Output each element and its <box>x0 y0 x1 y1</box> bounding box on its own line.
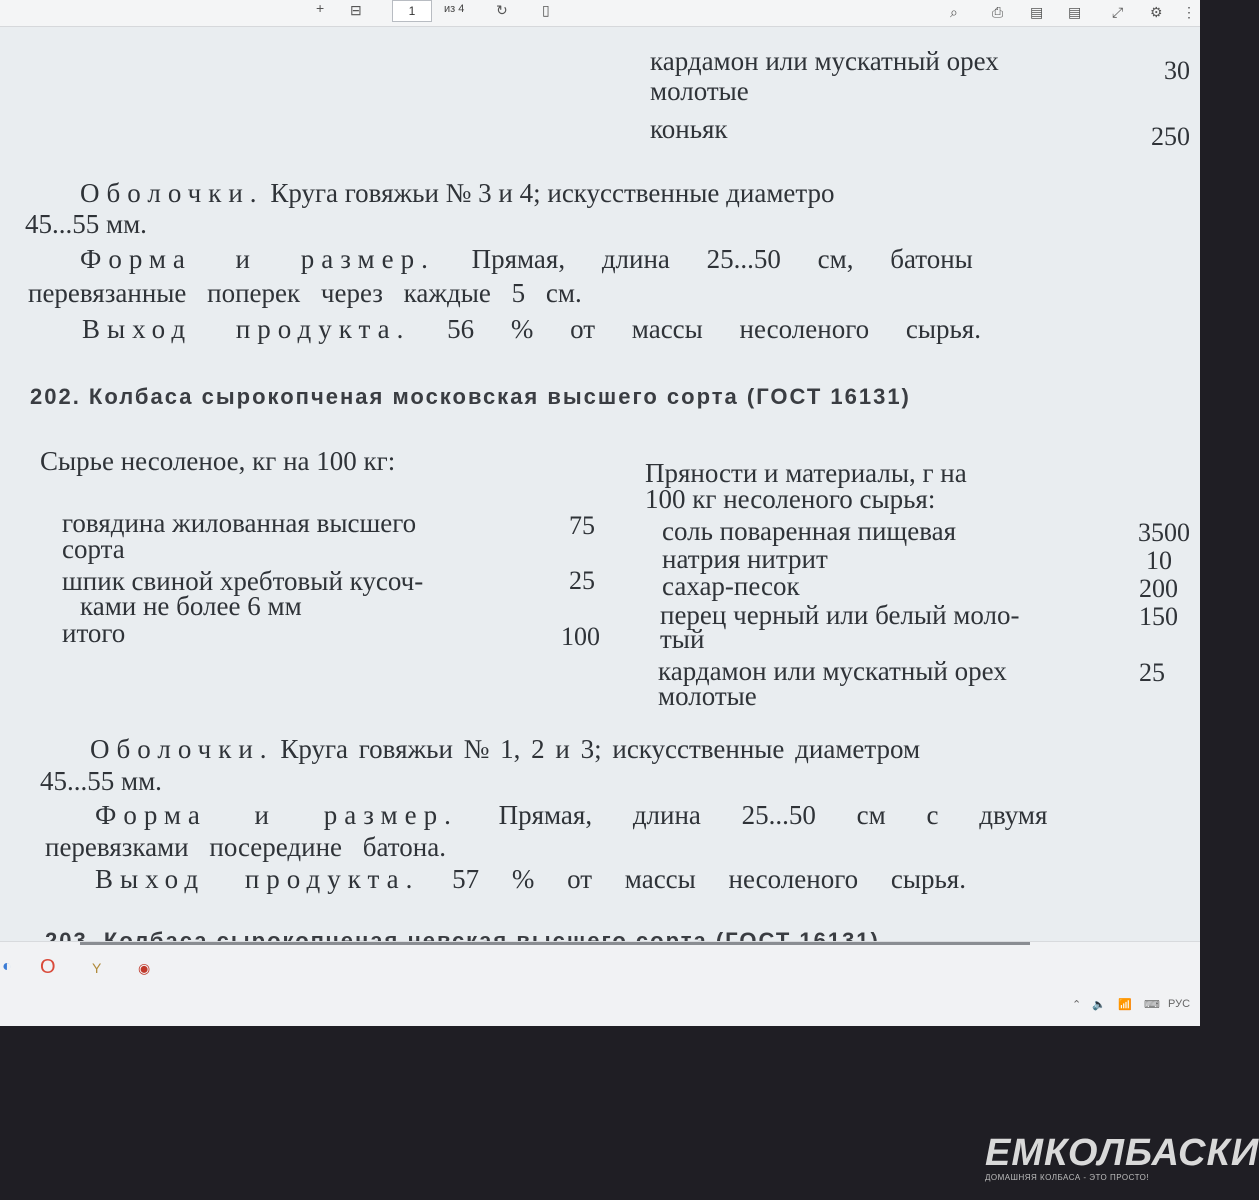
spice-value: 30 <box>1164 56 1190 85</box>
yield-text: 56 % от массы несоленого сырья. <box>447 314 981 344</box>
spice-item-value: 150 <box>1139 602 1178 631</box>
spice-item-value: 25 <box>1139 658 1165 687</box>
fit-page-icon[interactable]: ⊟ <box>350 2 362 18</box>
horizontal-scrollbar[interactable] <box>80 942 1030 945</box>
zoom-in-icon[interactable]: + <box>316 0 325 16</box>
raw-item-value: 75 <box>569 511 595 540</box>
raw-total-label: итого <box>62 618 126 648</box>
spice-item-label: сахар-песок <box>662 571 800 601</box>
page-number-input[interactable]: 1 <box>392 0 432 22</box>
spice-item-value: 200 <box>1139 574 1178 603</box>
volume-icon[interactable]: 🔈 <box>1092 999 1106 1011</box>
chevron-up-icon[interactable]: ⌃ <box>1072 999 1082 1011</box>
shape-text: Прямая, длина 25...50 см, батоны <box>471 244 973 274</box>
page-count: из 4 <box>444 3 465 15</box>
edge-browser-icon[interactable]: ◐ <box>2 958 12 975</box>
language-indicator[interactable]: РУС <box>1168 998 1191 1010</box>
yield-label: Выход продукта. <box>95 864 420 894</box>
document-page <box>0 26 1200 941</box>
casings-text-cont: 45...55 мм. <box>25 209 147 239</box>
casings-text: Круга говяжьи № 1, 2 и 3; искусственные диаметром <box>280 734 921 764</box>
recipe-heading: 202. Колбаса сырокопченая московская высшего сорта (ГОСТ 16131) <box>30 384 911 409</box>
raw-item-label: ками не более 6 мм <box>80 591 302 621</box>
spice-item-label: соль поваренная пищевая <box>662 516 956 546</box>
raw-header: Сырье несоленое, кг на 100 кг: <box>40 446 396 476</box>
network-icon[interactable]: 📶 <box>1118 999 1132 1011</box>
watermark-tagline: ДОМАШНЯЯ КОЛБАСА - ЭТО ПРОСТО! <box>985 1173 1150 1182</box>
chrome-browser-icon[interactable]: ◉ <box>138 960 151 976</box>
search-icon[interactable]: ⌕ <box>950 4 958 20</box>
spice-item-label: перец черный или белый моло- <box>660 600 1020 630</box>
spice-item-label: натрия нитрит <box>662 544 828 574</box>
opera-browser-icon[interactable]: O <box>40 956 56 978</box>
spices-header: Пряности и материалы, г на <box>645 458 967 488</box>
raw-item-label: говядина жилованная высшего <box>62 508 417 538</box>
yield-paragraph <box>95 864 966 895</box>
shape-text-cont: перевязанные поперек через каждые 5 см. <box>28 278 582 308</box>
shape-paragraph <box>80 244 973 275</box>
casings-text: Круга говяжьи № 3 и 4; искусственные диаметро <box>270 178 835 208</box>
save-icon[interactable]: ▤ <box>1030 4 1044 20</box>
yield-paragraph <box>82 314 981 345</box>
rotate-icon[interactable]: ↻ <box>496 2 508 18</box>
spice-item-value: 10 <box>1146 546 1172 575</box>
casings-label: Оболочки. <box>80 178 264 208</box>
gear-icon[interactable]: ⚙ <box>1150 4 1163 20</box>
casings-label: Оболочки. <box>90 734 274 764</box>
spice-line: кардамон или мускатный орех <box>650 46 999 76</box>
print-icon[interactable]: ⎙ <box>992 4 1004 20</box>
spice-item-label: кардамон или мускатный орех <box>658 656 1007 686</box>
casings-text-cont: 45...55 мм. <box>40 766 162 796</box>
menu-icon[interactable]: ⋮ <box>1182 4 1196 20</box>
shape-label: Форма и размер. <box>95 800 458 830</box>
spice-value: 250 <box>1151 122 1190 151</box>
shape-paragraph <box>95 800 1047 831</box>
spice-line: молотые <box>650 76 749 106</box>
raw-item-label: сорта <box>62 534 125 564</box>
yield-label: Выход продукта. <box>82 314 411 344</box>
pdf-toolbar <box>0 0 1200 27</box>
expand-icon[interactable]: ⤢ <box>1112 4 1124 20</box>
casings-paragraph <box>80 178 835 209</box>
yield-text: 57 % от массы несоленого сырья. <box>452 864 966 894</box>
spice-line: коньяк <box>650 114 728 144</box>
yandex-browser-icon[interactable]: Y <box>92 960 102 976</box>
raw-total-value: 100 <box>561 622 600 651</box>
shape-text: Прямая, длина 25...50 см с двумя <box>498 800 1048 830</box>
casings-paragraph <box>90 734 920 765</box>
save-as-icon[interactable]: ▤ <box>1068 4 1082 20</box>
page-view-icon[interactable]: ▯ <box>542 2 550 18</box>
raw-item-value: 25 <box>569 566 595 595</box>
shape-text-cont: перевязками посередине батона. <box>45 832 446 862</box>
shape-label: Форма и размер. <box>80 244 435 274</box>
keyboard-icon[interactable]: ⌨ <box>1144 999 1160 1011</box>
spice-item-label: молотые <box>658 681 757 711</box>
spice-item-label: тый <box>660 624 705 654</box>
watermark-brand: ЕМКОЛБАСКИ <box>985 1132 1259 1174</box>
watermark-logo <box>985 1133 1259 1182</box>
taskbar <box>0 941 1200 1026</box>
spices-header: 100 кг несоленого сырья: <box>645 484 936 514</box>
spice-item-value: 3500 <box>1138 518 1190 547</box>
raw-item-label: шпик свиной хребтовый кусоч- <box>62 566 424 596</box>
